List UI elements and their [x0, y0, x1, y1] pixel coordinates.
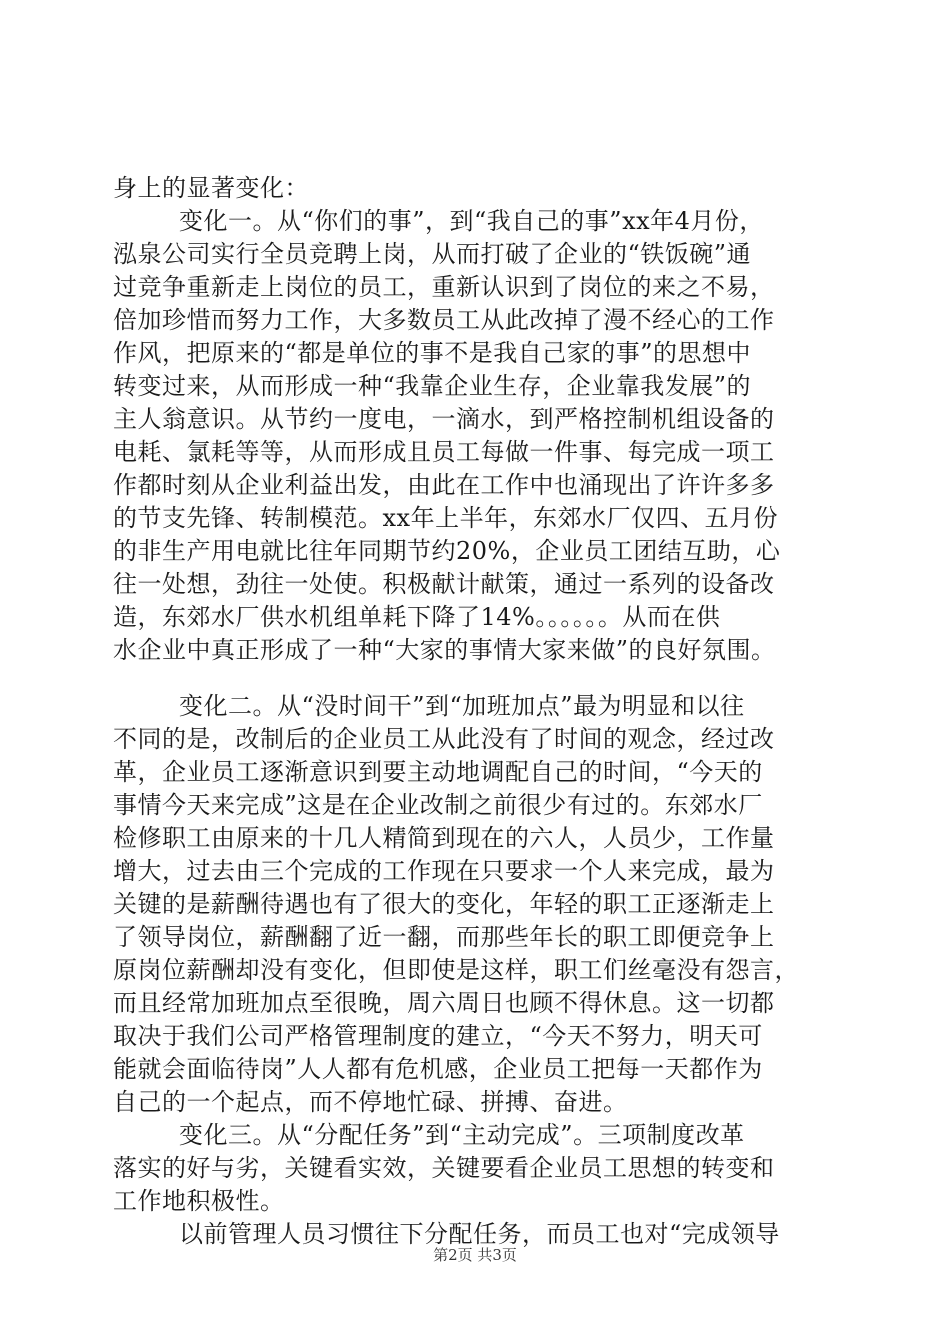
- text-line: 落实的好与劣，关键看实效，关键要看企业员工思想的转变和: [113, 1154, 775, 1182]
- text-line: 检修职工由原来的十几人精简到现在的六人，人员少，工作量: [113, 824, 775, 852]
- text-line: 作风，把原来的“都是单位的事不是我自己家的事”的思想中: [113, 339, 752, 367]
- text-line: 以前管理人员习惯往下分配任务，而员工也对“完成领导: [179, 1220, 780, 1248]
- text-line: 取决于我们公司严格管理制度的建立，“今天不努力，明天可: [113, 1022, 763, 1050]
- text-line: 电耗、氯耗等等，从而形成且员工每做一件事、每完成一项工: [113, 438, 775, 466]
- text-line: 泓泉公司实行全员竞聘上岗，从而打破了企业的“铁饭碗”通: [113, 240, 752, 268]
- text-line: 关键的是薪酬待遇也有了很大的变化，年轻的职工正逐渐走上: [113, 890, 775, 918]
- text-line: 造，东郊水厂供水机组单耗下降了14%。。。。。。从而在供: [113, 603, 721, 631]
- text-line: 革，企业员工逐渐意识到要主动地调配自己的时间，“今天的: [113, 758, 763, 786]
- text-line: 原岗位薪酬却没有变化，但即使是这样，职工们丝毫没有怨言，: [113, 956, 799, 984]
- text-line: 自己的一个起点，而不停地忙碌、拼搏、奋进。: [113, 1088, 628, 1116]
- text-line: 作都时刻从企业利益出发，由此在工作中也涌现出了许许多多: [113, 471, 775, 499]
- body-text: [113, 172, 843, 1251]
- text-line: 的非生产用电就比往年同期节约20%，企业员工团结互助，心: [113, 537, 781, 565]
- text-line: 身上的显著变化：: [113, 174, 309, 202]
- paragraph-gap: [113, 667, 843, 690]
- text-line: 往一处想，劲往一处使。积极献计献策，通过一系列的设备改: [113, 570, 775, 598]
- text-line: 变化一。从“你们的事”，到“我自己的事”xx年4月份，: [179, 207, 764, 235]
- text-line: 变化三。从“分配任务”到“主动完成”。三项制度改革: [179, 1121, 745, 1149]
- text-line: 主人翁意识。从节约一度电，一滴水，到严格控制机组设备的: [113, 405, 775, 433]
- text-line: 水企业中真正形成了一种“大家的事情大家来做”的良好氛围。: [113, 636, 776, 664]
- page-footer: 第2页 共3页: [433, 1246, 517, 1264]
- text-line: 能就会面临待岗”人人都有危机感，企业员工把每一天都作为: [113, 1055, 763, 1083]
- text-line: 的节支先锋、转制模范。xx年上半年，东郊水厂仅四、五月份: [113, 504, 779, 532]
- text-line: 事情今天来完成”这是在企业改制之前很少有过的。东郊水厂: [113, 791, 763, 819]
- text-line: 过竞争重新走上岗位的员工，重新认识到了岗位的来之不易，: [113, 273, 775, 301]
- text-line: 变化二。从“没时间干”到“加班加点”最为明显和以往: [179, 692, 745, 720]
- text-line: 倍加珍惜而努力工作，大多数员工从此改掉了漫不经心的工作: [113, 306, 775, 334]
- text-line: 工作地积极性。: [113, 1187, 285, 1215]
- text-line: 了领导岗位，薪酬翻了近一翻，而那些年长的职工即便竞争上: [113, 923, 775, 951]
- text-line: 增大，过去由三个完成的工作现在只要求一个人来完成，最为: [113, 857, 775, 885]
- text-line: 不同的是，改制后的企业员工从此没有了时间的观念，经过改: [113, 725, 775, 753]
- text-line: 而且经常加班加点至很晚，周六周日也顾不得休息。这一切都: [113, 989, 775, 1017]
- text-line: 转变过来，从而形成一种“我靠企业生存，企业靠我发展”的: [113, 372, 752, 400]
